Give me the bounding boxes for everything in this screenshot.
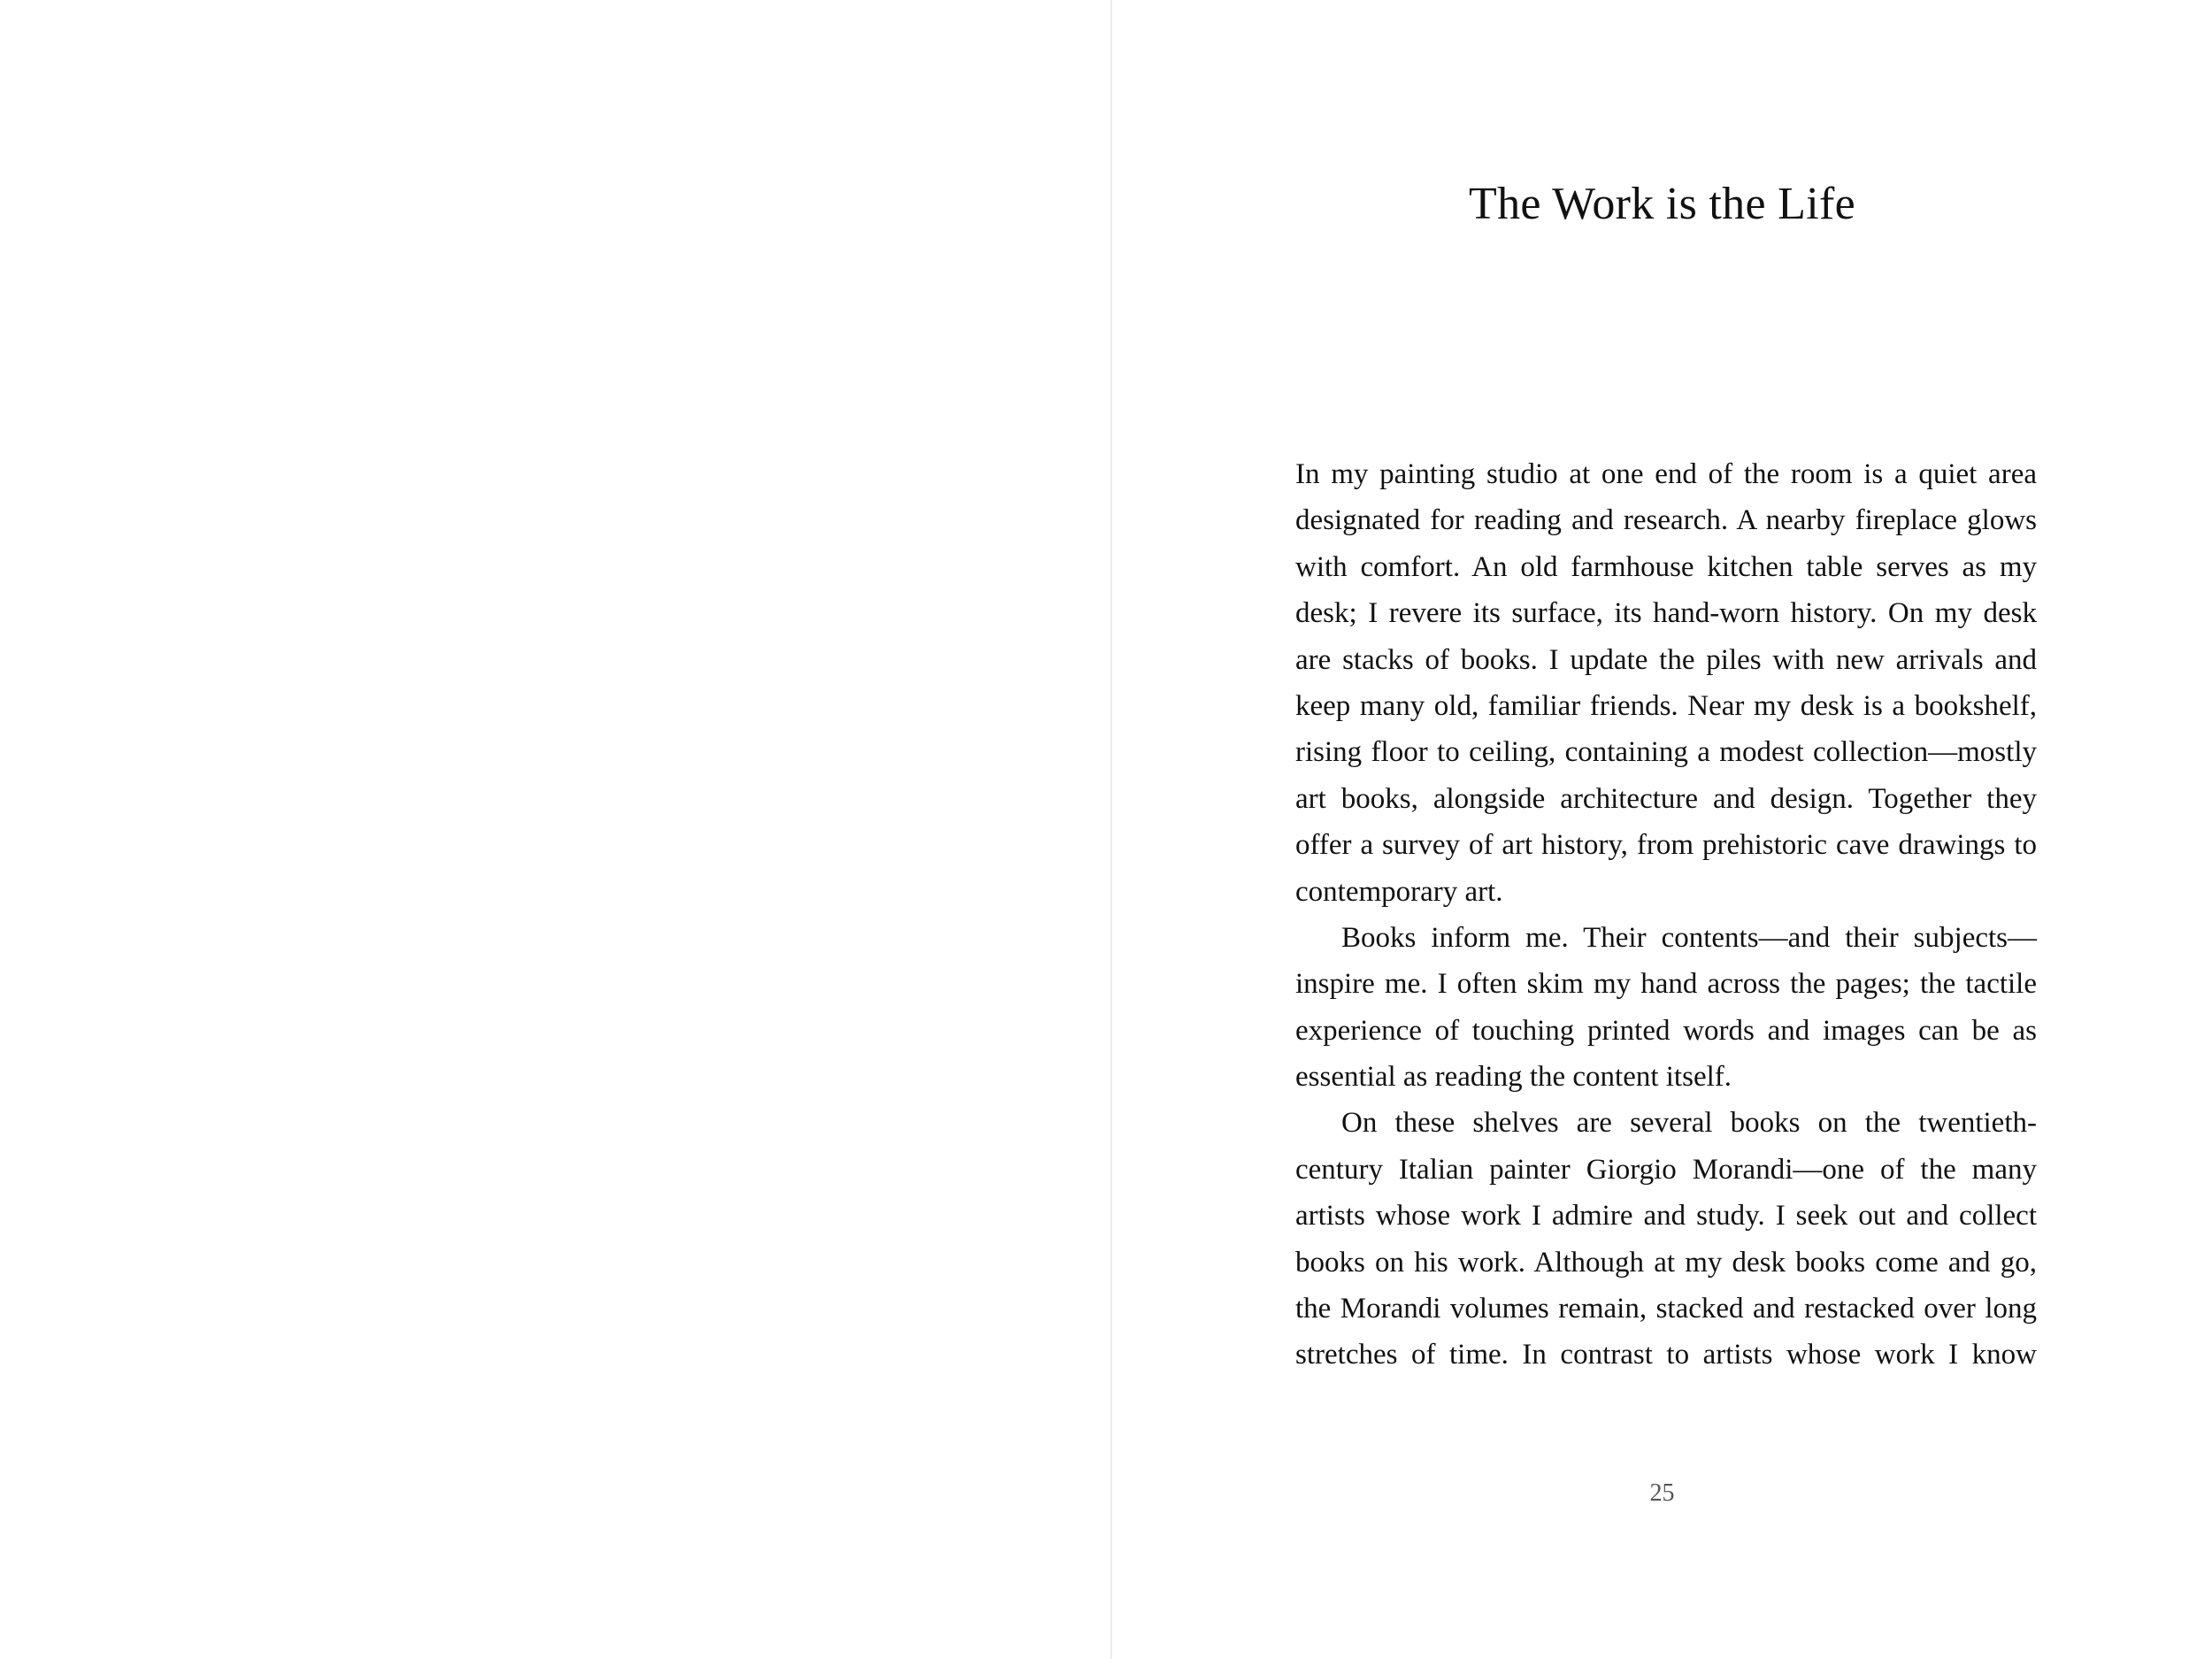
text-line: On these shelves are several books on the twentieth- xyxy=(1341,1107,2037,1140)
text-line: art books, alongside architecture and design. Together they xyxy=(1295,782,2037,815)
chapter-title: The Work is the Life xyxy=(1469,179,1855,229)
text-line: stretches of time. In contrast to artists whose work I know xyxy=(1295,1339,2037,1371)
text-line: books on his work. Although at my desk books come and go, xyxy=(1295,1246,2037,1279)
text-line: offer a survey of art history, from prehistoric cave drawings to xyxy=(1295,829,2037,862)
text-line: designated for reading and research. A nearby fireplace glows xyxy=(1295,504,2037,537)
text-line: essential as reading the content itself. xyxy=(1295,1061,1732,1094)
text-line: keep many old, familiar friends. Near my desk is a bookshelf, xyxy=(1295,689,2037,722)
text-line: contemporary art. xyxy=(1295,875,1503,908)
text-line: Books inform me. Their contents—and their subjects— xyxy=(1341,921,2037,954)
text-line: experience of touching printed words and images can be as xyxy=(1295,1014,2037,1047)
page-number: 25 xyxy=(1649,1479,1675,1507)
text-line: desk; I revere its surface, its hand-worn history. On my desk xyxy=(1295,597,2037,630)
text-line: artists whose work I admire and study. I seek out and collect xyxy=(1295,1200,2037,1233)
text-line: In my painting studio at one end of the room is a quiet area xyxy=(1295,458,2037,490)
text-line: with comfort. An old farmhouse kitchen table serves as my xyxy=(1295,550,2037,583)
text-line: century Italian painter Giorgio Morandi—one of the many xyxy=(1295,1153,2037,1186)
body-text xyxy=(1295,451,2037,1379)
text-line: are stacks of books. I update the piles with new arrivals and xyxy=(1295,643,2037,676)
text-line: inspire me. I often skim my hand across the pages; the tactile xyxy=(1295,968,2037,1001)
text-line: the Morandi volumes remain, stacked and restacked over long xyxy=(1295,1293,2037,1325)
text-line: rising floor to ceiling, containing a modest collection—mostly xyxy=(1295,736,2037,769)
